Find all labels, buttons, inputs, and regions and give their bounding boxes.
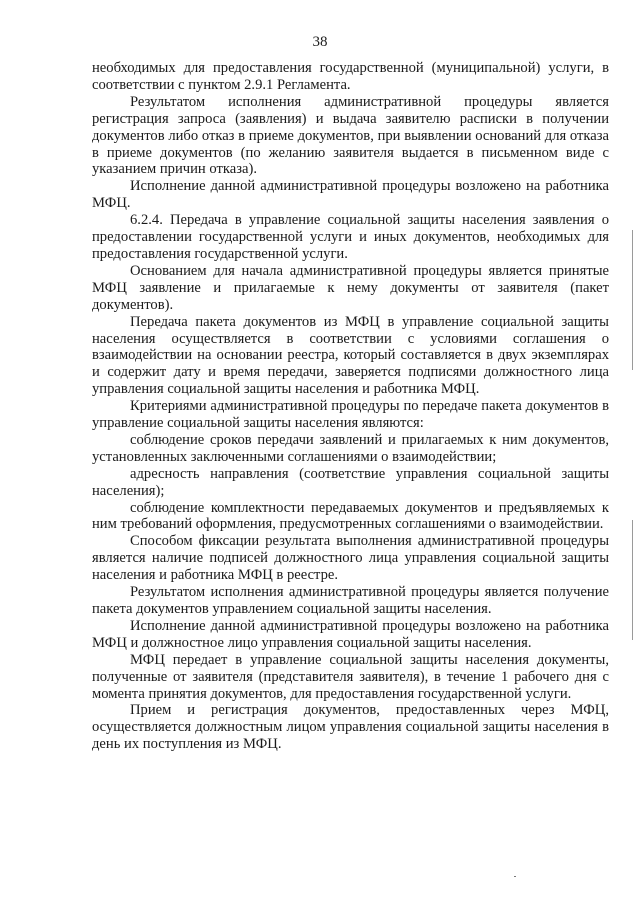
scan-edge-line: [632, 230, 633, 370]
paragraph: Результатом исполнения административной процедуры является получение пакета документов управлением социальной защиты населения.: [92, 584, 609, 617]
paragraph: соблюдение комплектности передаваемых документов и предъявляемых к ним требований оформления, предусмотренных соглашениями о взаимодействии.: [92, 499, 609, 533]
paragraph: необходимых для предоставления государственной (муниципальной) услуги, в соответствии с пунктом 2.9.1 Регламента.: [92, 60, 609, 93]
page-number: 38: [312, 34, 328, 50]
paragraph: Способом фиксации результата выполнения административной процедуры является наличие подписей должностного лица управления социальной защиты населения и работника МФЦ в реестре.: [92, 533, 609, 584]
paragraph: Основанием для начала административной процедуры является принятые МФЦ заявление и прилагаемые к нему документы от заявителя (пакет документов).: [92, 262, 609, 313]
document-body: [92, 60, 609, 753]
paragraph: Исполнение данной административной процедуры возложено на работника МФЦ и должностное лицо управления социальной защиты населения.: [92, 617, 609, 651]
scan-speck: [514, 876, 516, 877]
paragraph: Прием и регистрация документов, предоставленных через МФЦ, осуществляется должностным лицом управления социальной защиты населения в день их поступления из МФЦ.: [92, 702, 609, 753]
scan-edge-line: [632, 520, 633, 640]
paragraph: Исполнение данной административной процедуры возложено на работника МФЦ.: [92, 178, 609, 212]
paragraph: МФЦ передает в управление социальной защиты населения документы, полученные от заявителя (представителя заявителя), в течение 1 рабочего дня с момента принятия документов, для предоставления государственной услуги.: [92, 651, 609, 702]
paragraph: Критериями административной процедуры по передаче пакета документов в управление социальной защиты населения являются:: [92, 398, 609, 432]
paragraph: Результатом исполнения административной процедуры является регистрация запроса (заявления) и выдача заявителю расписки в получении документов либо отказ в приеме документов, при выявлении оснований для отказа в приеме документов (по желанию заявителя выдается в письменном виде с указанием причин отказа).: [92, 93, 609, 178]
paragraph: адресность направления (соответствие управления социальной защиты населения);: [92, 465, 609, 499]
paragraph: соблюдение сроков передачи заявлений и прилагаемых к ним документов, установленных заключенными соглашениями о взаимодействии;: [92, 431, 609, 465]
paragraph: Передача пакета документов из МФЦ в управление социальной защиты населения осуществляется в соответствии с условиями соглашения о взаимодействии на основании реестра, который составляется в двух экземплярах и содержит дату и время передачи, заверяется подписями должностного лица управления социальной защиты населения и работника МФЦ.: [92, 313, 609, 398]
paragraph: 6.2.4. Передача в управление социальной защиты населения заявления о предоставлении государственной услуги и иных документов, необходимых для предоставления государственной услуги.: [92, 212, 609, 262]
